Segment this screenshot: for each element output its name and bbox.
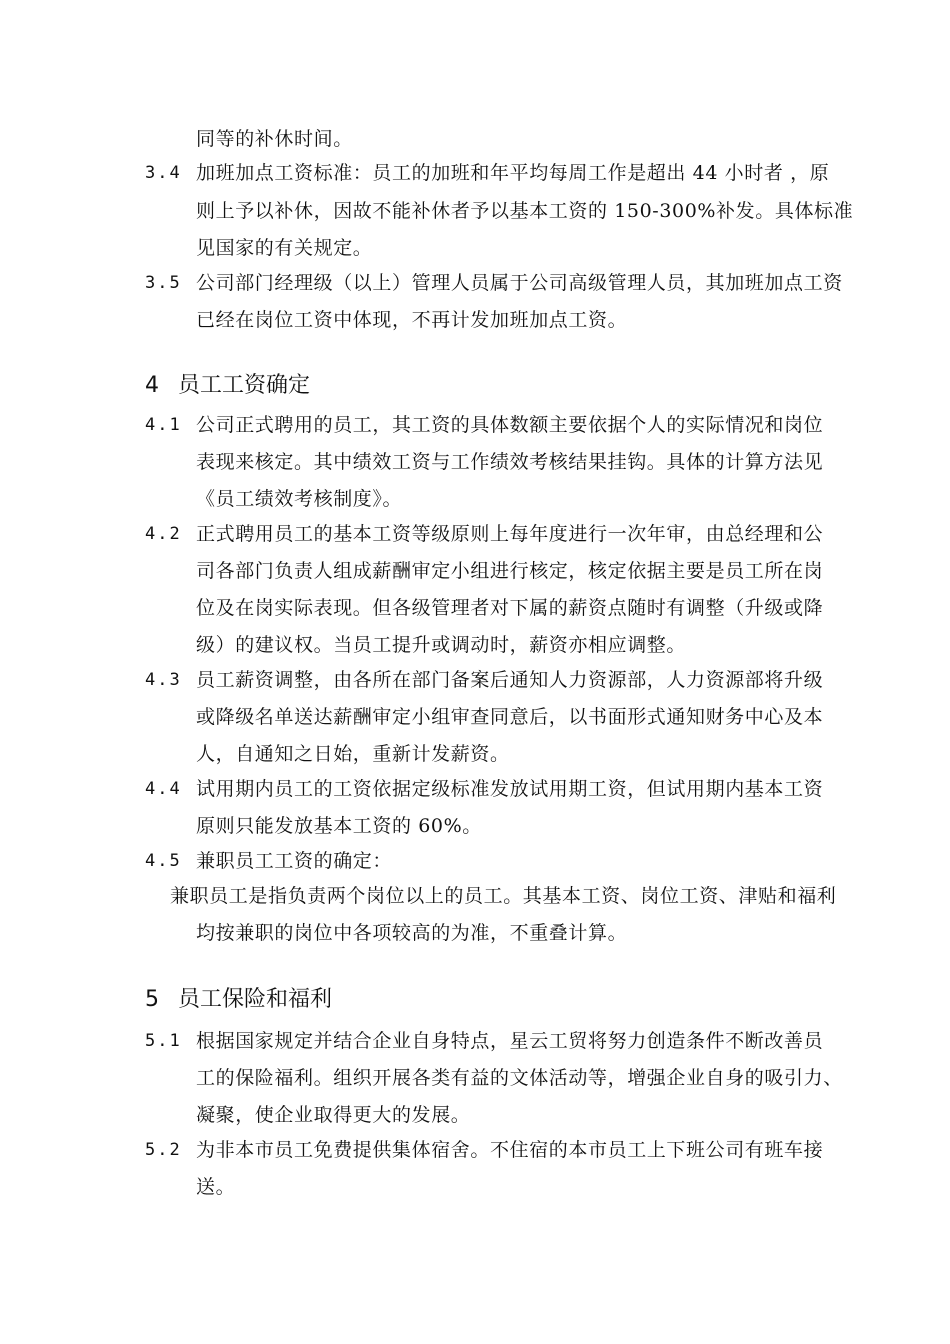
item-4-2-line: 司各部门负责人组成薪酬审定小组进行核定，核定依据主要是员工所在岗 [196, 560, 824, 582]
item-number-4-2: 4.2 [145, 524, 182, 544]
continuation-line: 同等的补休时间。 [196, 128, 353, 150]
item-4-1-line: 表现来核定。其中绩效工资与工作绩效考核结果挂钩。具体的计算方法见 [196, 451, 824, 473]
item-3-4-line: 见国家的有关规定。 [196, 237, 373, 259]
section-heading-5 [145, 986, 332, 1014]
item-4-3-line: 人，自通知之日始，重新计发薪资。 [196, 743, 510, 765]
item-4-5-line: 均按兼职的岗位中各项较高的为准，不重叠计算。 [196, 922, 628, 944]
item-4-1-line: 《员工绩效考核制度》。 [196, 488, 403, 510]
section-title: 员工保险和福利 [178, 987, 333, 1012]
item-5-2-line: 为非本市员工免费提供集体宿舍。不住宿的本市员工上下班公司有班车接 [196, 1139, 824, 1161]
item-5-2-line: 送。 [196, 1176, 236, 1198]
item-3-4-line: 加班加点工资标准：员工的加班和年平均每周工作是超出 44 小时者 ，原 [196, 162, 830, 184]
item-3-5-line: 已经在岗位工资中体现，不再计发加班加点工资。 [196, 309, 628, 331]
item-4-1-line: 公司正式聘用的员工，其工资的具体数额主要依据个人的实际情况和岗位 [196, 414, 824, 436]
section-title: 员工工资确定 [178, 373, 311, 398]
item-5-1-line: 凝聚，使企业取得更大的发展。 [196, 1104, 471, 1126]
item-3-4-line: 则上予以补休，因故不能补休者予以基本工资的 150-300%补发。具体标准 [196, 200, 854, 222]
item-4-4-line: 原则只能发放基本工资的 60%。 [196, 815, 482, 837]
item-number-4-4: 4.4 [145, 779, 182, 799]
item-number-5-1: 5.1 [145, 1031, 182, 1051]
item-number-3-4: 3.4 [145, 163, 182, 183]
item-3-5-line: 公司部门经理级（以上）管理人员属于公司高级管理人员，其加班加点工资 [196, 272, 843, 294]
section-number: 4 [145, 373, 159, 398]
item-4-2-line: 正式聘用员工的基本工资等级原则上每年度进行一次年审，由总经理和公 [196, 523, 824, 545]
item-number-3-5: 3.5 [145, 273, 182, 293]
item-number-5-2: 5.2 [145, 1140, 182, 1160]
item-4-3-line: 员工薪资调整，由各所在部门备案后通知人力资源部，人力资源部将升级 [196, 669, 824, 691]
item-4-2-line: 位及在岗实际表现。但各级管理者对下属的薪资点随时有调整（升级或降 [196, 597, 824, 619]
item-number-4-1: 4.1 [145, 415, 182, 435]
section-number: 5 [145, 987, 159, 1012]
item-4-2-line: 级）的建议权。当员工提升或调动时，薪资亦相应调整。 [196, 634, 687, 656]
item-4-5-line: 兼职员工是指负责两个岗位以上的员工。其基本工资、岗位工资、津贴和福利 [170, 885, 837, 907]
item-number-4-3: 4.3 [145, 670, 182, 690]
item-4-3-line: 或降级名单送达薪酬审定小组审查同意后，以书面形式通知财务中心及本 [196, 706, 824, 728]
item-5-1-line: 根据国家规定并结合企业自身特点，星云工贸将努力创造条件不断改善员 [196, 1030, 824, 1052]
item-5-1-line: 工的保险福利。组织开展各类有益的文体活动等，增强企业自身的吸引力、 [196, 1067, 843, 1089]
item-number-4-5: 4.5 [145, 851, 182, 871]
item-4-4-line: 试用期内员工的工资依据定级标准发放试用期工资，但试用期内基本工资 [196, 778, 824, 800]
section-heading-4 [145, 372, 310, 400]
item-4-5-line: 兼职员工工资的确定： [196, 850, 393, 872]
